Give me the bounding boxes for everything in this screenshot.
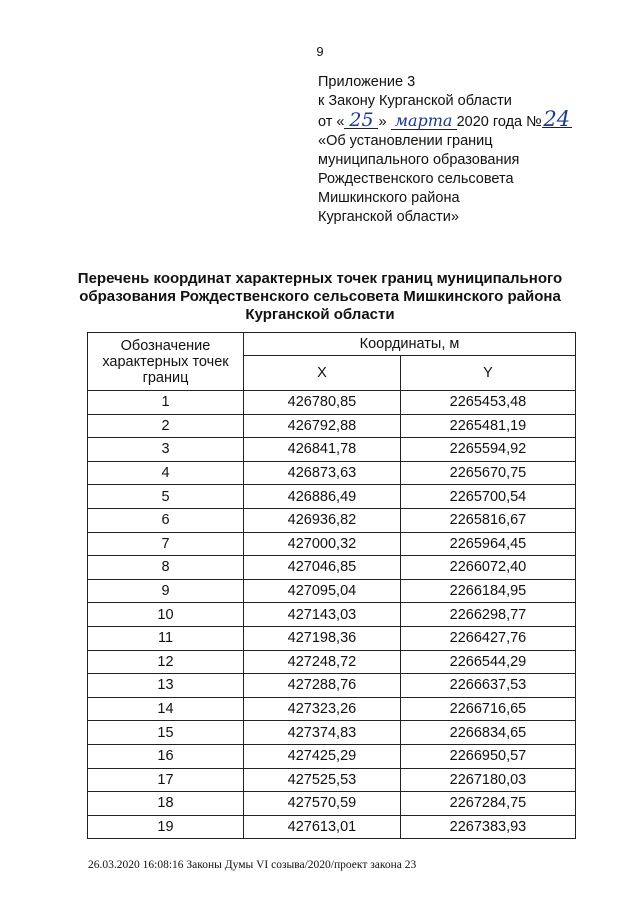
cell-x: 427570,59 — [244, 792, 401, 816]
cell-y: 2266072,40 — [400, 556, 575, 580]
header-point-designation: Обозначение характерных точек границ — [88, 333, 244, 391]
title-line-3: Курганской области — [245, 306, 395, 323]
table-row — [88, 674, 576, 698]
cell-y: 2267284,75 — [400, 792, 575, 816]
document-title — [70, 270, 570, 324]
page-number: 9 — [316, 44, 324, 59]
cell-x: 427143,03 — [244, 603, 401, 627]
appendix-subject-4: Мишкинского района — [318, 190, 460, 206]
cell-y: 2265453,48 — [400, 391, 575, 415]
appendix-block — [318, 73, 572, 227]
cell-point-number: 7 — [88, 532, 244, 556]
table-row — [88, 485, 576, 509]
table-row — [88, 744, 576, 768]
date-mid: » — [378, 114, 387, 130]
table-row — [88, 626, 576, 650]
header-y: Y — [400, 356, 575, 391]
cell-x: 426780,85 — [244, 391, 401, 415]
table-row — [88, 603, 576, 627]
table-row — [88, 650, 576, 674]
cell-y: 2267383,93 — [400, 815, 575, 839]
cell-point-number: 13 — [88, 674, 244, 698]
cell-point-number: 6 — [88, 508, 244, 532]
cell-x: 427613,01 — [244, 815, 401, 839]
cell-point-number: 3 — [88, 438, 244, 462]
header-x: X — [244, 356, 401, 391]
cell-x: 426841,78 — [244, 438, 401, 462]
cell-point-number: 2 — [88, 414, 244, 438]
cell-point-number: 12 — [88, 650, 244, 674]
cell-y: 2265594,92 — [400, 438, 575, 462]
cell-x: 427525,53 — [244, 768, 401, 792]
cell-x: 427198,36 — [244, 626, 401, 650]
header-coordinates: Координаты, м — [244, 333, 576, 356]
title-line-1: Перечень координат характерных точек границ муниципального — [77, 270, 563, 287]
year-text: 2020 года № — [456, 114, 542, 130]
coordinates-table — [87, 332, 576, 839]
cell-x: 427288,76 — [244, 674, 401, 698]
cell-point-number: 16 — [88, 744, 244, 768]
cell-y: 2265481,19 — [400, 414, 575, 438]
cell-y: 2265964,45 — [400, 532, 575, 556]
cell-point-number: 8 — [88, 556, 244, 580]
title-line-2: образования Рождественского сельсовета Мишкинского района — [79, 288, 561, 305]
table-row — [88, 579, 576, 603]
footer-path: 26.03.2020 16:08:16 Законы Думы VI созыва/2020/проект закона 23 — [88, 859, 417, 871]
cell-x: 427046,85 — [244, 556, 401, 580]
cell-x: 426792,88 — [244, 414, 401, 438]
cell-y: 2267180,03 — [400, 768, 575, 792]
appendix-title: Приложение 3 — [318, 74, 416, 90]
handwritten-day: 25 — [344, 112, 378, 129]
table-row — [88, 391, 576, 415]
cell-point-number: 11 — [88, 626, 244, 650]
cell-x: 427248,72 — [244, 650, 401, 674]
appendix-date-line — [318, 107, 572, 132]
appendix-subject-2: муниципального образования — [318, 152, 520, 168]
cell-x: 427323,26 — [244, 697, 401, 721]
handwritten-law-number: 24 — [543, 107, 571, 131]
table-row — [88, 438, 576, 462]
cell-point-number: 19 — [88, 815, 244, 839]
cell-y: 2266298,77 — [400, 603, 575, 627]
table-row — [88, 461, 576, 485]
handwritten-month: марта — [391, 113, 457, 130]
cell-y: 2266427,76 — [400, 626, 575, 650]
cell-y: 2265700,54 — [400, 485, 575, 509]
cell-x: 427000,32 — [244, 532, 401, 556]
cell-y: 2266716,65 — [400, 697, 575, 721]
date-prefix: от « — [318, 114, 345, 130]
table-row — [88, 768, 576, 792]
cell-y: 2265670,75 — [400, 461, 575, 485]
table-body — [88, 391, 576, 839]
table-row — [88, 414, 576, 438]
cell-point-number: 18 — [88, 792, 244, 816]
cell-point-number: 15 — [88, 721, 244, 745]
cell-y: 2266544,29 — [400, 650, 575, 674]
cell-point-number: 9 — [88, 579, 244, 603]
cell-y: 2266637,53 — [400, 674, 575, 698]
cell-x: 427425,29 — [244, 744, 401, 768]
cell-point-number: 10 — [88, 603, 244, 627]
cell-point-number: 5 — [88, 485, 244, 509]
cell-x: 426873,63 — [244, 461, 401, 485]
table-row — [88, 697, 576, 721]
cell-point-number: 4 — [88, 461, 244, 485]
cell-x: 426886,49 — [244, 485, 401, 509]
appendix-subject-1: «Об установлении границ — [318, 133, 493, 149]
table-row — [88, 721, 576, 745]
table-row — [88, 532, 576, 556]
appendix-law-ref: к Закону Курганской области — [318, 93, 512, 109]
cell-y: 2266834,65 — [400, 721, 575, 745]
table-row — [88, 556, 576, 580]
appendix-subject-3: Рождественского сельсовета — [318, 171, 514, 187]
cell-point-number: 1 — [88, 391, 244, 415]
cell-point-number: 14 — [88, 697, 244, 721]
table-row — [88, 792, 576, 816]
table-row — [88, 815, 576, 839]
cell-y: 2265816,67 — [400, 508, 575, 532]
cell-y: 2266184,95 — [400, 579, 575, 603]
table-row — [88, 508, 576, 532]
cell-x: 426936,82 — [244, 508, 401, 532]
cell-point-number: 17 — [88, 768, 244, 792]
appendix-subject-5: Курганской области» — [318, 209, 459, 225]
cell-x: 427095,04 — [244, 579, 401, 603]
cell-x: 427374,83 — [244, 721, 401, 745]
cell-y: 2266950,57 — [400, 744, 575, 768]
